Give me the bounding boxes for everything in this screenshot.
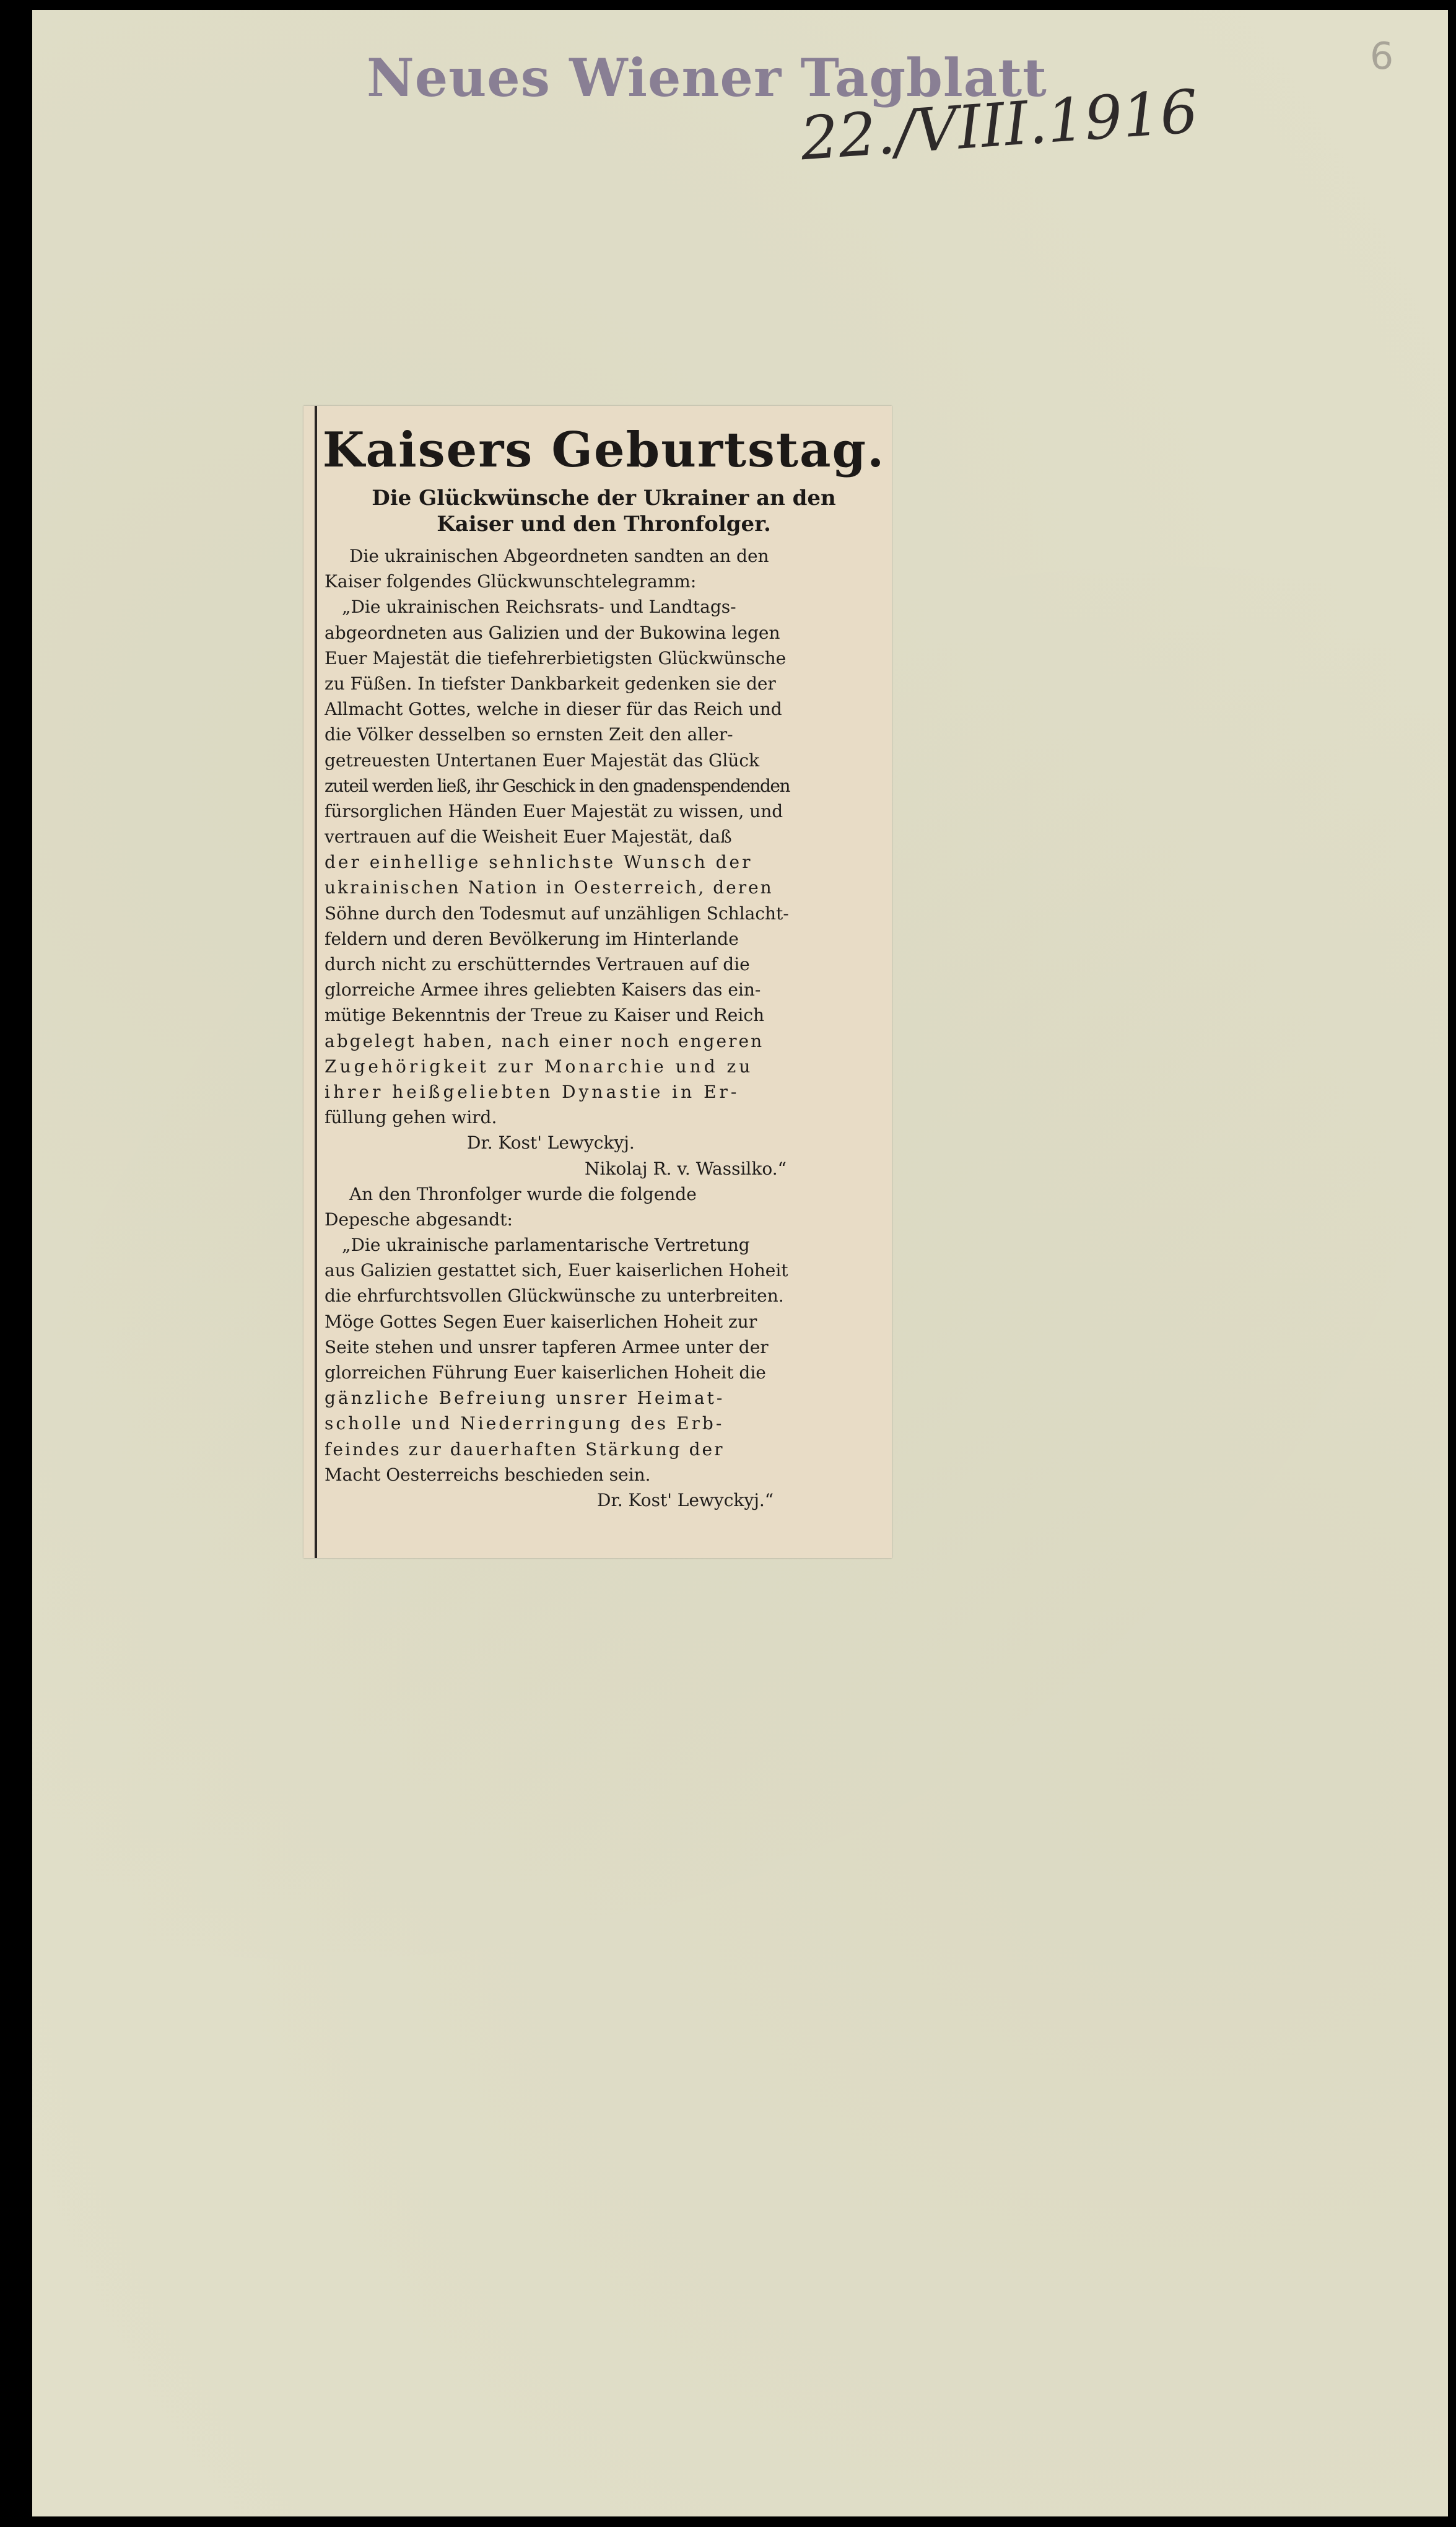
article-line: fürsorglichen Händen Euer Majestät zu wissen, und bbox=[325, 800, 783, 821]
article-line: glorreichen Führung Euer kaiserlichen Hoheit die bbox=[325, 1362, 766, 1383]
article-line: vertrauen auf die Weisheit Euer Majestät, daß bbox=[325, 826, 732, 847]
newspaper-stamp: Neues Wiener Tagblatt bbox=[367, 47, 1047, 108]
article-line: Depesche abgesandt: bbox=[325, 1209, 513, 1230]
article-line: Söhne durch den Todesmut auf unzähligen Schlacht- bbox=[325, 903, 789, 924]
article-line: scholle und Niederringung des Erb- bbox=[325, 1413, 725, 1434]
article-line: „Die ukrainische parlamentarische Vertretung bbox=[342, 1235, 750, 1256]
article-line: zu Füßen. In tiefster Dankbarkeit gedenken sie der bbox=[325, 673, 776, 694]
article-line: füllung gehen wird. bbox=[325, 1107, 497, 1128]
article-line: „Die ukrainischen Reichsrats- und Landtags- bbox=[342, 597, 736, 618]
article-line: die ehrfurchtsvollen Glückwünsche zu unterbreiten. bbox=[325, 1285, 784, 1307]
article-line: Macht Oesterreichs beschieden sein. bbox=[325, 1464, 651, 1485]
handwritten-date: 22./VIII.1916 bbox=[798, 76, 1201, 174]
article-line: An den Thronfolger wurde die folgende bbox=[349, 1183, 697, 1204]
article-line: gänzliche Befreiung unsrer Heimat- bbox=[325, 1388, 725, 1409]
article-body bbox=[325, 543, 882, 1513]
article-line: Euer Majestät die tiefehrerbietigsten Glückwünsche bbox=[325, 647, 787, 668]
article-line: ihrer heißgeliebten Dynastie in Er- bbox=[325, 1081, 740, 1102]
article-line: abgelegt haben, nach einer noch engeren bbox=[325, 1030, 764, 1051]
signature-line: Dr. Kost' Lewyckyj.“ bbox=[597, 1489, 774, 1510]
article-line: aus Galizien gestattet sich, Euer kaiserlichen Hoheit bbox=[325, 1260, 788, 1281]
article-line: Möge Gottes Segen Euer kaiserlichen Hoheit zur bbox=[325, 1311, 757, 1332]
article-line: Zugehörigkeit zur Monarchie und zu bbox=[325, 1056, 754, 1077]
signature-line: Dr. Kost' Lewyckyj. bbox=[467, 1132, 635, 1154]
article-line: Kaiser folgendes Glückwunschtelegramm: bbox=[325, 571, 697, 592]
article-line: Allmacht Gottes, welche in dieser für das Reich und bbox=[325, 699, 782, 720]
subheadline-line: Die Glückwünsche der Ukrainer an den bbox=[372, 486, 836, 510]
article-line: die Völker desselben so ernsten Zeit den aller- bbox=[325, 724, 733, 745]
article-line: feldern und deren Bevölkerung im Hinterlande bbox=[325, 928, 739, 949]
article-line: abgeordneten aus Galizien und der Bukowina legen bbox=[325, 622, 780, 643]
signature-line: Nikolaj R. v. Wassilko.“ bbox=[585, 1158, 787, 1179]
article-line: der einhellige sehnlichste Wunsch der bbox=[325, 852, 753, 873]
article-line: Die ukrainischen Abgeordneten sandten an den bbox=[349, 546, 769, 566]
article-line: getreuesten Untertanen Euer Majestät das Glück bbox=[325, 750, 760, 771]
clipping-column-rule bbox=[315, 406, 317, 1558]
subheadline-line: Kaiser und den Thronfolger. bbox=[437, 512, 771, 536]
article-line: Seite stehen und unsrer tapferen Armee unter der bbox=[325, 1336, 769, 1357]
article-line: ukrainischen Nation in Oesterreich, deren bbox=[325, 877, 774, 898]
page-number: 6 bbox=[1370, 35, 1394, 78]
article-line: feindes zur dauerhaften Stärkung der bbox=[325, 1439, 725, 1460]
article-line: zuteil werden ließ, ihr Geschick in den gnadenspendenden bbox=[325, 775, 790, 796]
newspaper-clipping bbox=[303, 406, 892, 1558]
article-line: mütige Bekenntnis der Treue zu Kaiser und Reich bbox=[325, 1005, 765, 1026]
article-line: durch nicht zu erschütterndes Vertrauen auf die bbox=[325, 954, 750, 974]
article-headline: Kaisers Geburtstag. bbox=[322, 422, 886, 478]
article-line: glorreiche Armee ihres geliebten Kaisers das ein- bbox=[325, 979, 761, 1001]
article-subheadline bbox=[322, 485, 886, 537]
